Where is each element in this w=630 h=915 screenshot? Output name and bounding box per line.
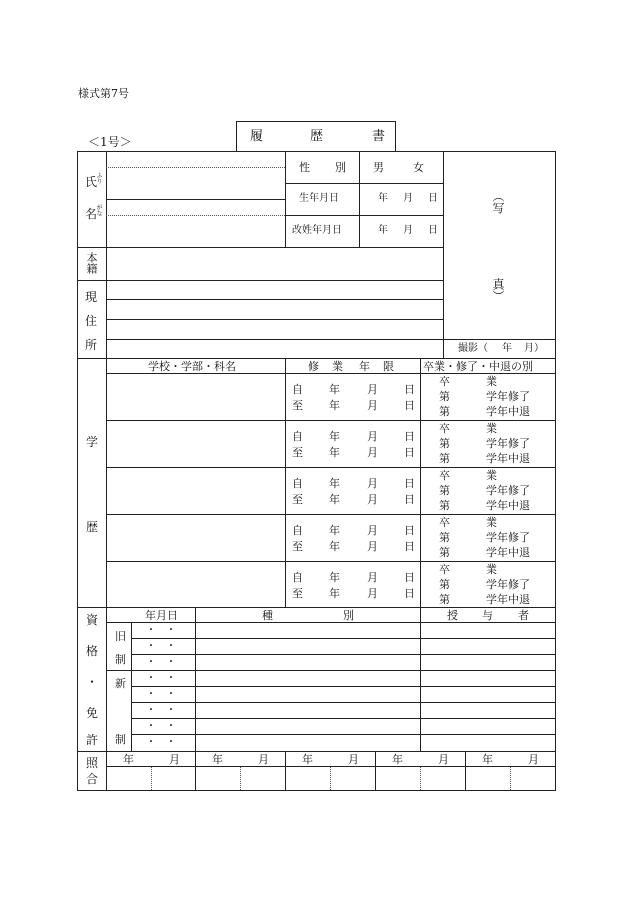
edu-row-5-status-1-b: 業 (486, 563, 497, 576)
license-header-type-2: 別 (343, 609, 354, 622)
edu-row-1-status-3-a: 第 (439, 405, 450, 418)
license-label-4: 免 (86, 706, 99, 720)
edu-row-2-from-year: 年 (329, 430, 340, 443)
edu-row-1-to-year: 年 (329, 399, 340, 412)
edu-row-1-status-1-a: 卒 (439, 375, 450, 388)
photo-text-bottom: 真） (491, 278, 505, 302)
name-label-mei: 名 (85, 207, 98, 221)
license-row-6-date: ・ ・ (146, 705, 176, 716)
verify-divider-5 (510, 767, 511, 790)
license-header-grantor-2: 与 (482, 609, 493, 622)
edu-row-1-status-1-b: 業 (486, 375, 497, 388)
edu-row-2-to: 至 (292, 446, 303, 459)
edu-row-1-status-2-a: 第 (439, 390, 450, 403)
edu-row-5-status-2-a: 第 (439, 578, 450, 591)
photo-date-label: 撮影（ (458, 343, 488, 354)
verify-label-1: 照 (86, 756, 99, 770)
birth-month: 月 (403, 193, 413, 204)
license-row-8-date: ・ ・ (146, 737, 176, 748)
edu-row-4-status-1-a: 卒 (439, 516, 450, 529)
edu-row-3-to: 至 (292, 493, 303, 506)
verify-divider-3 (330, 767, 331, 790)
edu-row-2-to-year: 年 (329, 446, 340, 459)
edu-row-1-status-3-b: 学年中退 (486, 405, 530, 418)
edu-row-2-status-3-b: 学年中退 (486, 452, 530, 465)
birth-year: 年 (378, 193, 388, 204)
furigana-line-1 (106, 167, 285, 168)
edu-row-2-to-month: 月 (367, 446, 378, 459)
address-label-1: 現 (85, 290, 98, 304)
address-label-3: 所 (85, 338, 98, 352)
license-header-type-1: 種 (262, 609, 273, 622)
edu-row-5-from: 自 (292, 571, 303, 584)
edu-row-2-from: 自 (292, 430, 303, 443)
edu-row-4-to-year: 年 (329, 540, 340, 553)
license-row-3-date: ・ ・ (146, 657, 176, 668)
page-title-char-1: 履 (250, 129, 264, 144)
edu-row-3-status-3-b: 学年中退 (486, 499, 530, 512)
sex-option-male: 男 (373, 161, 384, 174)
edu-row-2-from-month: 月 (367, 430, 378, 443)
birth-date-label: 生年月日 (299, 193, 339, 204)
education-label-1: 学 (86, 435, 99, 449)
verify-divider-1 (151, 767, 152, 790)
sheet-number: ＜1号＞ (88, 135, 132, 149)
edu-row-4-status-3-b: 学年中退 (486, 546, 530, 559)
education-label-2: 歴 (86, 520, 99, 534)
edu-row-2-status-1-a: 卒 (439, 422, 450, 435)
edu-row-4-from-day: 日 (404, 524, 415, 537)
verify-col-3-month: 月 (348, 753, 359, 766)
license-row-7-date: ・ ・ (146, 721, 176, 732)
edu-row-2-to-day: 日 (404, 446, 415, 459)
edu-row-1-from-month: 月 (367, 383, 378, 396)
edu-row-5-to: 至 (292, 587, 303, 600)
photo-text-top: （写 (491, 190, 505, 214)
edu-row-4-from-year: 年 (329, 524, 340, 537)
verify-col-4-month: 月 (438, 753, 449, 766)
edu-row-5-from-year: 年 (329, 571, 340, 584)
edu-row-2-status-2-b: 学年修了 (486, 437, 530, 450)
verify-divider-4 (420, 767, 421, 790)
page-title-char-3: 書 (372, 129, 386, 144)
edu-header-period-3: 年 (359, 360, 370, 373)
verify-divider-2 (240, 767, 241, 790)
edu-row-3-status-2-b: 学年修了 (486, 484, 530, 497)
edu-row-5-status-2-b: 学年修了 (486, 578, 530, 591)
verify-col-3-year: 年 (302, 753, 313, 766)
license-label-5: 許 (86, 733, 99, 747)
edu-row-1-from: 自 (292, 383, 303, 396)
edu-row-5-to-day: 日 (404, 587, 415, 600)
rename-year: 年 (378, 225, 388, 236)
edu-row-3-status-1-b: 業 (486, 469, 497, 482)
license-label-1: 資 (86, 613, 99, 627)
edu-row-2-status-3-a: 第 (439, 452, 450, 465)
edu-row-4-status-3-a: 第 (439, 546, 450, 559)
edu-header-period-1: 修 (308, 360, 319, 373)
rename-day: 日 (428, 225, 438, 236)
edu-row-4-from: 自 (292, 524, 303, 537)
edu-row-3-to-year: 年 (329, 493, 340, 506)
verify-col-4-year: 年 (392, 753, 403, 766)
license-label-3: ・ (86, 675, 99, 689)
edu-row-5-from-day: 日 (404, 571, 415, 584)
furigana-label-1: ふり (95, 172, 102, 184)
verify-col-2-month: 月 (258, 753, 269, 766)
edu-row-1-status-2-b: 学年修了 (486, 390, 530, 403)
license-row-4-date: ・ ・ (146, 673, 176, 684)
sex-label-2: 別 (335, 161, 346, 174)
edu-row-1-from-day: 日 (404, 383, 415, 396)
edu-row-3-status-2-a: 第 (439, 484, 450, 497)
page-title-char-2: 歴 (310, 129, 324, 144)
license-header-date: 年月日 (145, 609, 178, 622)
rename-month: 月 (403, 225, 413, 236)
verify-col-5-month: 月 (528, 753, 539, 766)
license-header-grantor-1: 授 (447, 609, 458, 622)
edu-row-3-status-1-a: 卒 (439, 469, 450, 482)
edu-header-status: 卒業・修了・中退の別 (423, 360, 533, 373)
birth-day: 日 (428, 193, 438, 204)
sex-label-1: 性 (299, 161, 310, 174)
license-row-5-date: ・ ・ (146, 689, 176, 700)
edu-row-4-to: 至 (292, 540, 303, 553)
edu-row-3-from-day: 日 (404, 477, 415, 490)
edu-row-4-from-month: 月 (367, 524, 378, 537)
edu-row-5-status-3-b: 学年中退 (486, 593, 530, 606)
license-label-2: 格 (86, 644, 99, 658)
edu-row-3-to-day: 日 (404, 493, 415, 506)
edu-row-3-from-month: 月 (367, 477, 378, 490)
verify-col-1-month: 月 (169, 753, 180, 766)
edu-row-5-to-month: 月 (367, 587, 378, 600)
edu-header-period-2: 業 (332, 360, 343, 373)
edu-row-1-to-month: 月 (367, 399, 378, 412)
edu-header-school: 学校・学部・科名 (148, 360, 236, 373)
license-header-grantor-3: 者 (518, 609, 529, 622)
new-system-label-2: 制 (115, 733, 126, 746)
verify-label-2: 合 (86, 772, 99, 786)
edu-row-4-status-1-b: 業 (486, 516, 497, 529)
license-row-1-date: ・ ・ (146, 625, 176, 636)
license-row-2-date: ・ ・ (146, 641, 176, 652)
verify-col-5-year: 年 (482, 753, 493, 766)
verify-col-1-year: 年 (123, 753, 134, 766)
furigana-line-2 (106, 215, 285, 216)
edu-row-2-from-day: 日 (404, 430, 415, 443)
name-label-shi: 氏 (85, 175, 98, 189)
edu-row-5-status-3-a: 第 (439, 593, 450, 606)
edu-header-period-4: 限 (383, 360, 394, 373)
photo-date-month: 月） (524, 343, 544, 354)
verify-col-2-year: 年 (212, 753, 223, 766)
sex-option-female: 女 (413, 161, 424, 174)
honseki-label: 本籍 (85, 252, 98, 274)
form-number: 様式第7号 (78, 87, 129, 100)
edu-row-3-to-month: 月 (367, 493, 378, 506)
edu-row-1-from-year: 年 (329, 383, 340, 396)
edu-row-4-to-month: 月 (367, 540, 378, 553)
edu-row-4-status-2-b: 学年修了 (486, 531, 530, 544)
photo-date-year: 年 (502, 343, 512, 354)
address-label-2: 住 (85, 314, 98, 328)
edu-row-1-to-day: 日 (404, 399, 415, 412)
edu-row-5-to-year: 年 (329, 587, 340, 600)
edu-row-1-to: 至 (292, 399, 303, 412)
edu-row-5-from-month: 月 (367, 571, 378, 584)
edu-row-4-to-day: 日 (404, 540, 415, 553)
furigana-label-2: がな (95, 204, 102, 216)
rename-date-label: 改姓年月日 (292, 225, 342, 236)
edu-row-3-from-year: 年 (329, 477, 340, 490)
old-system-label-1: 旧 (115, 630, 126, 643)
edu-row-3-from: 自 (292, 477, 303, 490)
edu-row-4-status-2-a: 第 (439, 531, 450, 544)
edu-row-3-status-3-a: 第 (439, 499, 450, 512)
new-system-label-1: 新 (115, 677, 126, 690)
old-system-label-2: 制 (115, 653, 126, 666)
edu-row-5-status-1-a: 卒 (439, 563, 450, 576)
edu-row-2-status-1-b: 業 (486, 422, 497, 435)
edu-row-2-status-2-a: 第 (439, 437, 450, 450)
